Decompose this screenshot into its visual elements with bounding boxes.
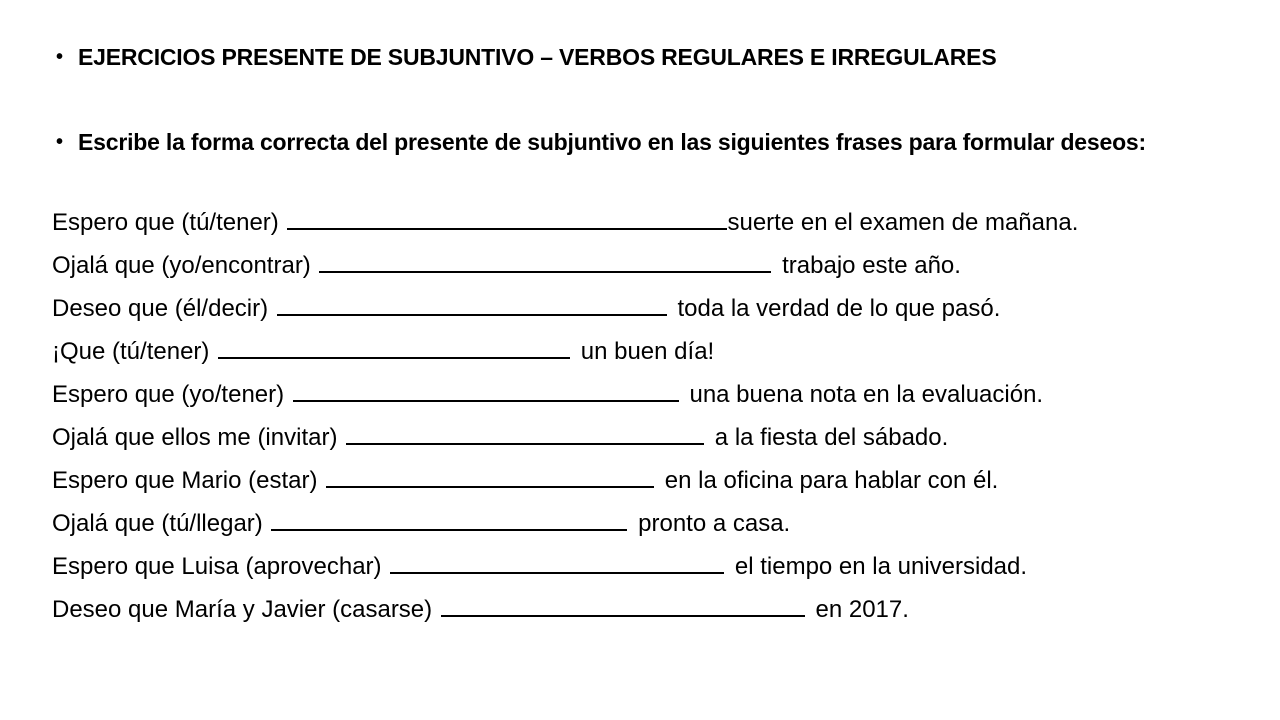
exercise-item-2 <box>52 244 1252 287</box>
exercise-prompt: Deseo que María y Javier (casarse) <box>52 596 433 623</box>
exercise-continuation: a la fiesta del sábado. <box>714 424 949 451</box>
answer-blank[interactable] <box>319 249 771 273</box>
exercise-prompt: Ojalá que (tú/llegar) <box>52 510 263 537</box>
title-bullet <box>56 44 1236 71</box>
answer-blank[interactable] <box>218 335 570 359</box>
exercise-prompt: Espero que (yo/tener) <box>52 381 285 408</box>
exercise-item-4 <box>52 330 1252 373</box>
answer-blank[interactable] <box>346 421 704 445</box>
answer-blank[interactable] <box>390 550 724 574</box>
exercise-continuation: en la oficina para hablar con él. <box>664 467 999 494</box>
exercise-prompt: Ojalá que ellos me (invitar) <box>52 424 338 451</box>
exercise-continuation: pronto a casa. <box>638 510 791 537</box>
exercise-continuation: trabajo este año. <box>782 252 961 279</box>
instruction-bullet <box>56 129 1236 156</box>
exercise-item-1 <box>52 201 1252 244</box>
exercise-continuation: en 2017. <box>815 596 909 623</box>
page-title: EJERCICIOS PRESENTE DE SUBJUNTIVO – VERBOS REGULARES E IRREGULARES <box>78 44 997 70</box>
exercise-list <box>52 201 1252 631</box>
answer-blank[interactable] <box>441 593 805 617</box>
exercise-continuation: suerte en el examen de mañana. <box>727 209 1079 236</box>
answer-blank[interactable] <box>287 206 727 230</box>
exercise-item-9 <box>52 545 1252 588</box>
answer-blank[interactable] <box>271 507 627 531</box>
exercise-continuation: una buena nota en la evaluación. <box>689 381 1044 408</box>
exercise-continuation: toda la verdad de lo que pasó. <box>677 295 1001 322</box>
exercise-item-10 <box>52 588 1252 631</box>
exercise-prompt: Ojalá que (yo/encontrar) <box>52 252 311 279</box>
bullet-icon: • <box>56 131 63 153</box>
exercise-item-8 <box>52 502 1252 545</box>
answer-blank[interactable] <box>277 292 667 316</box>
bullet-list <box>56 44 1236 164</box>
bullet-icon: • <box>56 46 63 68</box>
exercise-item-3 <box>52 287 1252 330</box>
exercise-item-7 <box>52 459 1252 502</box>
exercise-prompt: Espero que Luisa (aprovechar) <box>52 553 382 580</box>
exercise-prompt: ¡Que (tú/tener) <box>52 338 210 365</box>
exercise-continuation: el tiempo en la universidad. <box>734 553 1028 580</box>
answer-blank[interactable] <box>293 378 679 402</box>
exercise-item-5 <box>52 373 1252 416</box>
instruction-text: Escribe la forma correcta del presente de subjuntivo en las siguientes frases para formular deseos: <box>78 129 1146 155</box>
exercise-prompt: Espero que (tú/tener) <box>52 209 279 236</box>
answer-blank[interactable] <box>326 464 654 488</box>
exercise-continuation: un buen día! <box>580 338 715 365</box>
exercise-item-6 <box>52 416 1252 459</box>
exercise-prompt: Deseo que (él/decir) <box>52 295 269 322</box>
exercise-prompt: Espero que Mario (estar) <box>52 467 318 494</box>
